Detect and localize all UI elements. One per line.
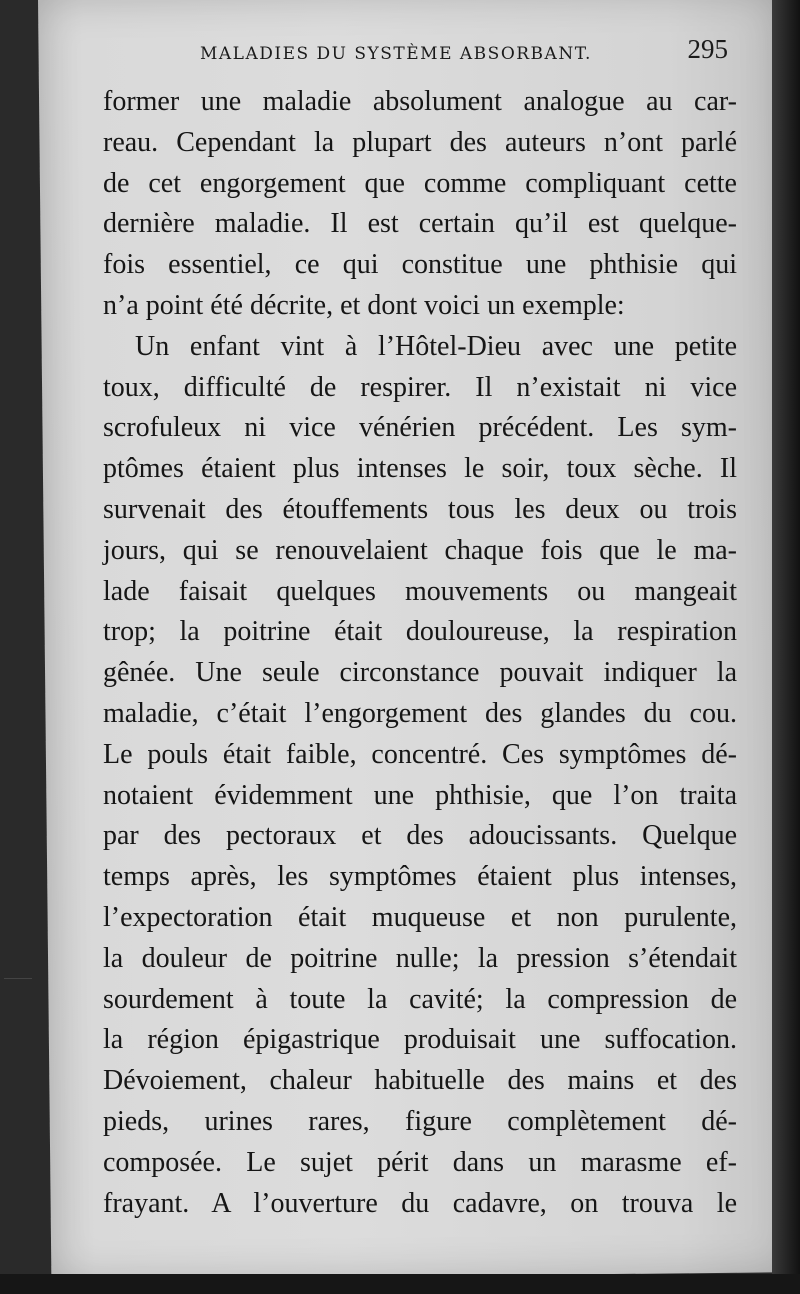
text-line: toux, difficulté de respirer. Il n’existait ni vice bbox=[103, 371, 737, 403]
body-text bbox=[103, 82, 737, 1224]
text-line: fois essentiel, ce qui constitue une phthisie qui bbox=[103, 249, 737, 281]
text-line: la douleur de poitrine nulle; la pression s’étendait bbox=[103, 942, 737, 974]
text-line: maladie, c’était l’engorgement des glandes du cou. bbox=[103, 697, 737, 729]
margin-mark bbox=[4, 978, 32, 979]
text-line: gênée. Une seule circonstance pouvait indiquer la bbox=[103, 657, 737, 689]
text-line: scrofuleux ni vice vénérien précédent. Les sym- bbox=[103, 412, 737, 444]
page-number: 295 bbox=[687, 34, 728, 64]
text-line: l’expectoration était muqueuse et non purulente, bbox=[103, 901, 737, 933]
text-line: Le pouls était faible, concentré. Ces symptômes dé- bbox=[103, 738, 737, 770]
text-line: former une maladie absolument analogue au car- bbox=[103, 86, 737, 117]
text-line: n’a point été décrite, et dont voici un exemple: bbox=[103, 289, 625, 321]
text-line: pieds, urines rares, figure complètement dé- bbox=[103, 1105, 737, 1137]
text-line: Un enfant vint à l’Hôtel-Dieu avec une petite bbox=[135, 330, 737, 362]
text-line: ptômes étaient plus intenses le soir, toux sèche. Il bbox=[103, 453, 737, 485]
text-line: sourdement à toute la cavité; la compression de bbox=[103, 983, 737, 1015]
text-line: jours, qui se renouvelaient chaque fois que le ma- bbox=[103, 534, 737, 566]
page-bottom-edge bbox=[0, 1274, 800, 1294]
text-line: composée. Le sujet périt dans un marasme ef- bbox=[103, 1146, 737, 1178]
text-line: de cet engorgement que comme compliquant cette bbox=[103, 167, 737, 199]
text-line: par des pectoraux et des adoucissants. Quelque bbox=[103, 820, 737, 852]
text-line: survenait des étouffements tous les deux ou trois bbox=[103, 493, 737, 525]
text-line: frayant. A l’ouverture du cadavre, on trouva le bbox=[103, 1187, 737, 1219]
text-line: temps après, les symptômes étaient plus intenses, bbox=[103, 861, 737, 893]
text-line: dernière maladie. Il est certain qu’il est quelque- bbox=[103, 208, 737, 240]
text-line: lade faisait quelques mouvements ou mangeait bbox=[103, 575, 737, 607]
text-line: reau. Cependant la plupart des auteurs n’ont parlé bbox=[103, 126, 737, 158]
text-line: Dévoiement, chaleur habituelle des mains et des bbox=[103, 1065, 737, 1097]
page-edge-shadow bbox=[772, 0, 800, 1294]
text-line: trop; la poitrine était douloureuse, la respiration bbox=[103, 616, 737, 648]
text-line: notaient évidemment une phthisie, que l’on traita bbox=[103, 779, 737, 811]
text-line: la région épigastrique produisait une suffocation. bbox=[103, 1024, 737, 1056]
running-title: MALADIES DU SYSTÈME ABSORBANT. bbox=[200, 44, 592, 64]
